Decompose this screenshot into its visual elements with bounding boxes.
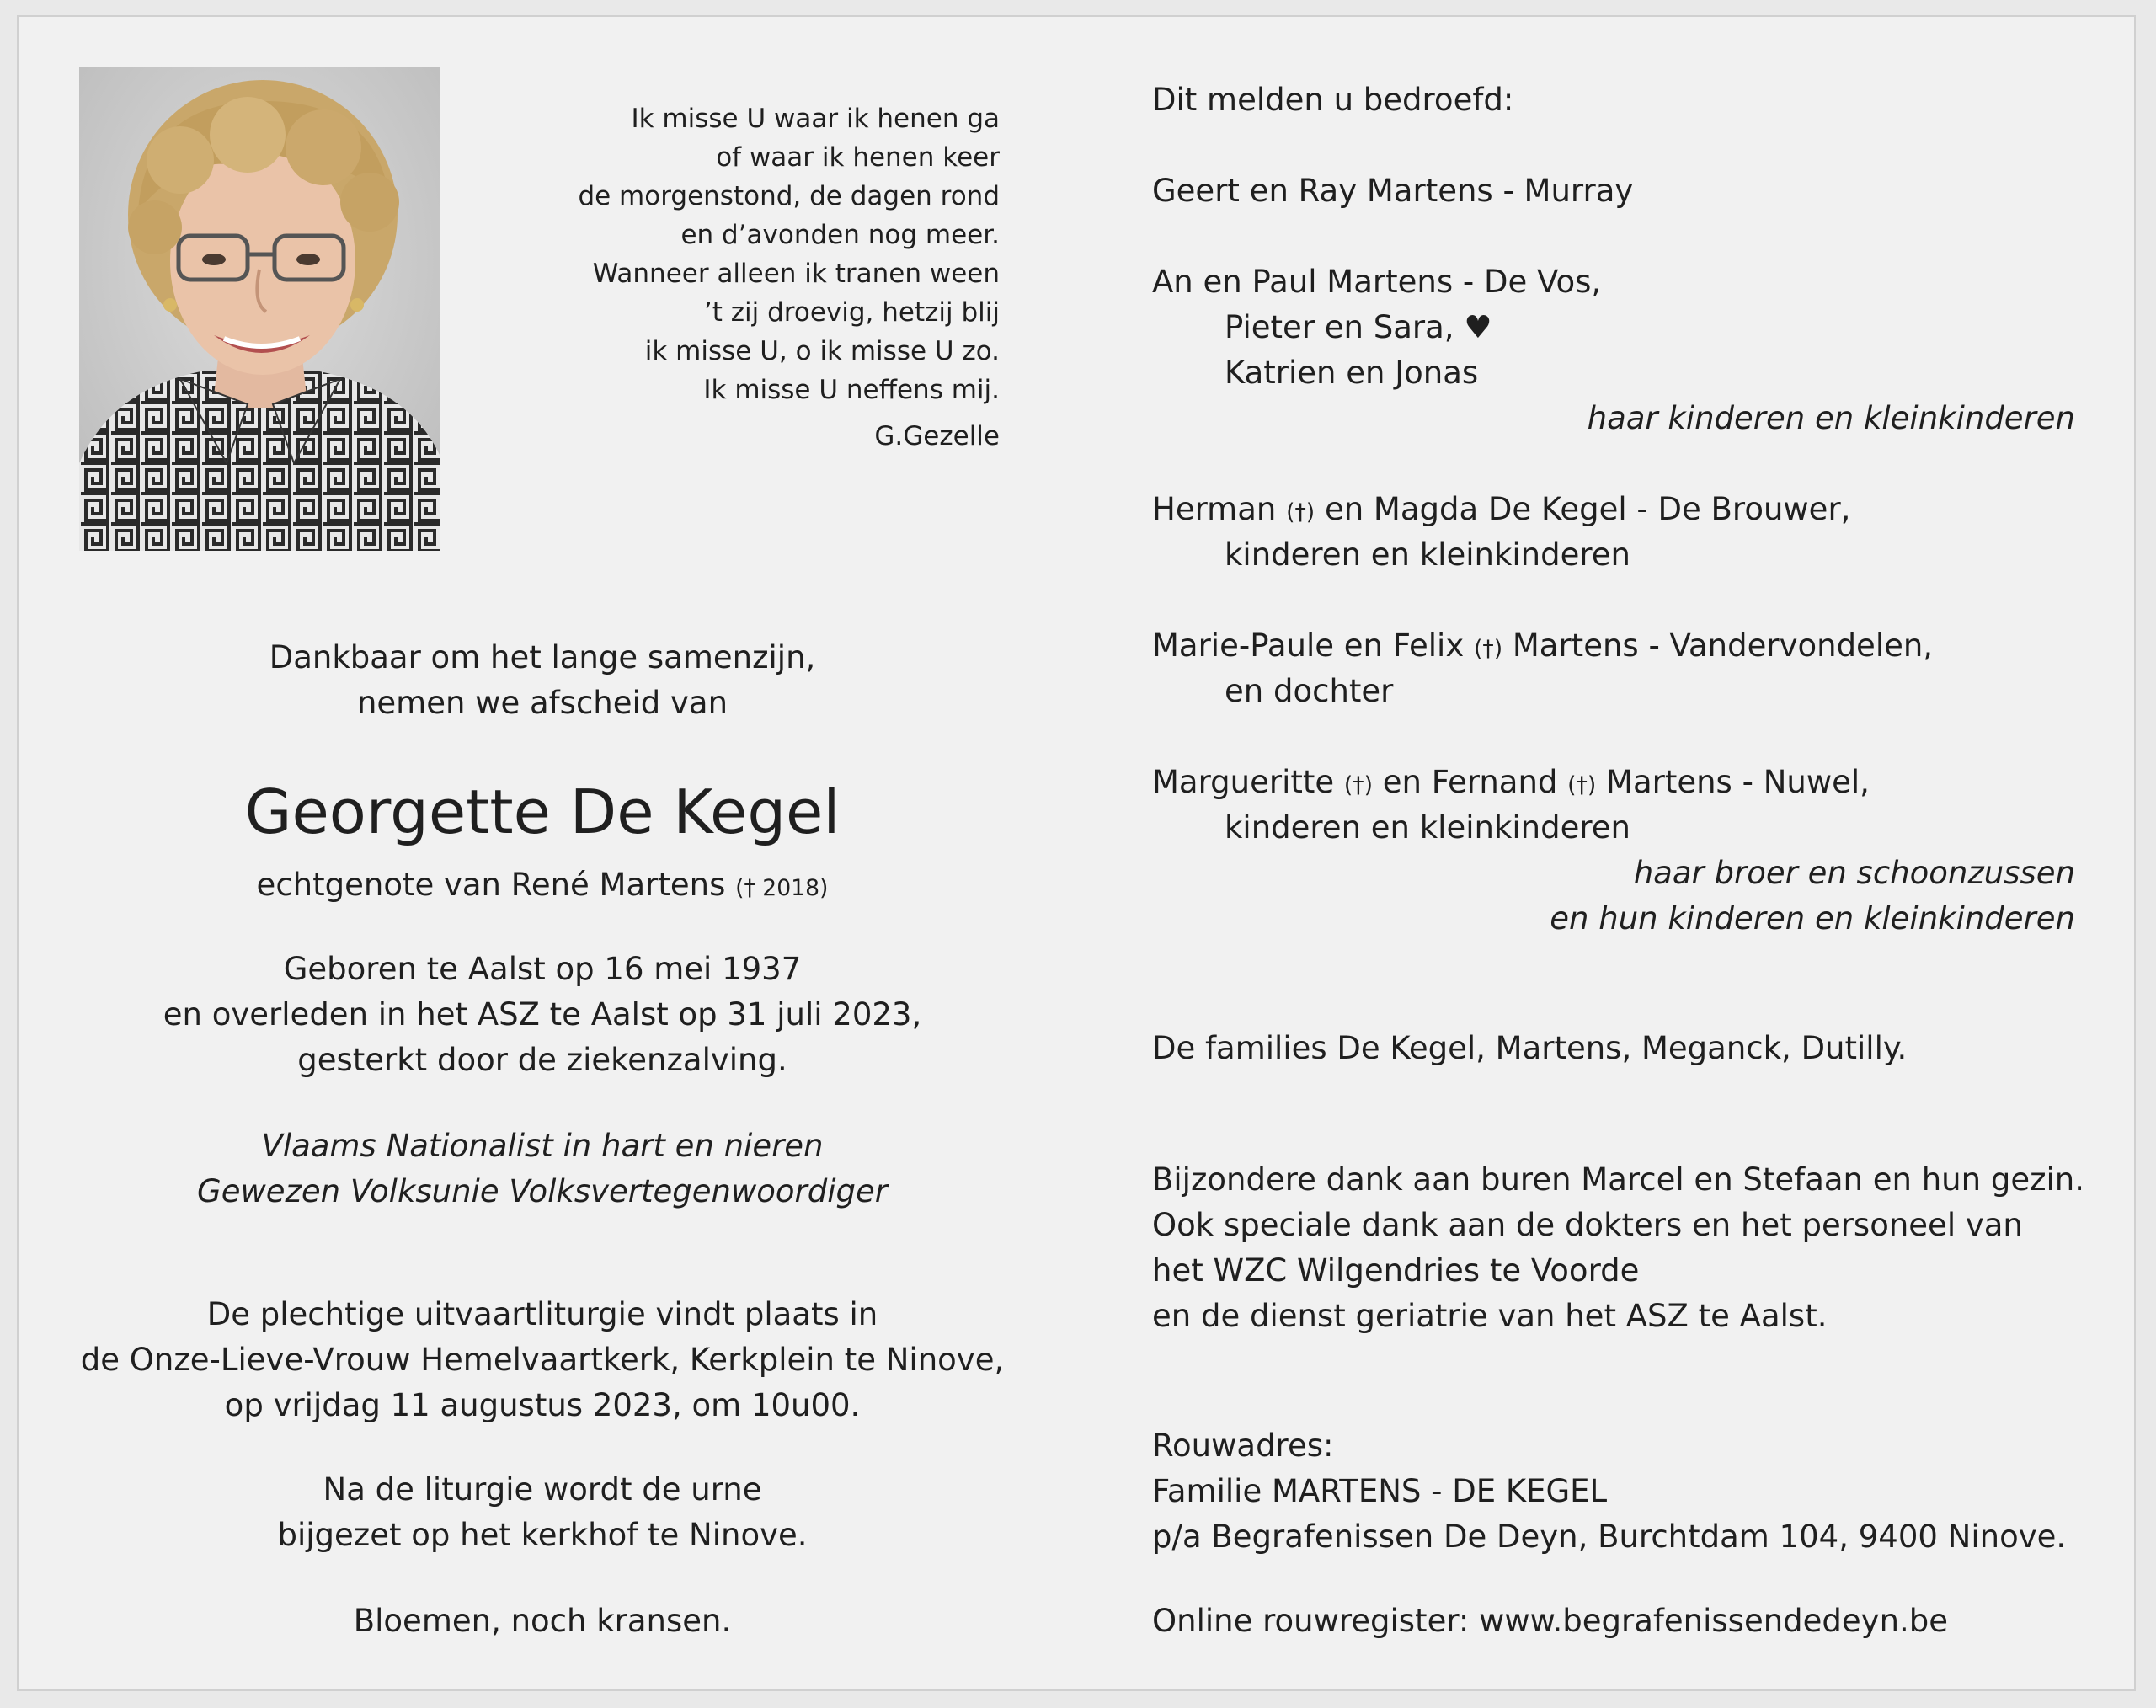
dagger-mark: (†) <box>1567 772 1597 798</box>
family-line: Pieter en Sara, ♥ <box>1225 309 1492 345</box>
family-role: haar kinderen en kleinkinderen <box>1587 400 2075 436</box>
family-name: en Fernand <box>1382 764 1558 800</box>
address-line: Familie MARTENS - DE KEGEL <box>1152 1473 1608 1509</box>
online-register: Online rouwregister: www.begrafenissendedeyn.be <box>1152 1603 1949 1639</box>
poem-line: ik misse U, o ik misse U zo. <box>644 336 1000 366</box>
address-line: p/a Begrafenissen De Deyn, Burchtdam 104, 9400 Ninove. <box>1152 1519 2067 1555</box>
spouse-line <box>256 867 829 903</box>
life-line: Geboren te Aalst op 16 mei 1937 <box>283 951 802 987</box>
flowers-note: Bloemen, noch kransen. <box>353 1603 732 1639</box>
burial-line: bijgezet op het kerkhof te Ninove. <box>277 1517 808 1553</box>
family-name: Martens - Nuwel, <box>1606 764 1870 800</box>
ceremony-line: de Onze-Lieve-Vrouw Hemelvaartkerk, Kerkplein te Ninove, <box>80 1342 1005 1378</box>
family-role: haar broer en schoonzussen <box>1633 855 2075 891</box>
intro-line: Dankbaar om het lange samenzijn, <box>269 639 816 675</box>
title-line: Gewezen Volksunie Volksvertegenwoordiger <box>197 1173 888 1209</box>
family-line: An en Paul Martens - De Vos, <box>1152 264 1602 300</box>
family-line: Geert en Ray Martens - Murray <box>1152 173 1634 209</box>
family-name: Herman <box>1152 491 1277 527</box>
family-name: Marie-Paule en Felix <box>1152 627 1465 664</box>
life-line: en overleden in het ASZ te Aalst op 31 juli 2023, <box>163 996 922 1033</box>
burial-line: Na de liturgie wordt de urne <box>323 1471 762 1508</box>
poem-line: ’t zij droevig, hetzij blij <box>703 297 1000 328</box>
family-line: Katrien en Jonas <box>1225 355 1479 391</box>
poem-line: Ik misse U waar ik henen ga <box>631 104 1000 134</box>
spouse-death: († 2018) <box>735 875 829 901</box>
thanks-line: het WZC Wilgendries te Voorde <box>1152 1252 1640 1289</box>
family-line: en dochter <box>1225 673 1394 709</box>
family-role: en hun kinderen en kleinkinderen <box>1550 900 2075 937</box>
poem-author: G.Gezelle <box>874 421 1000 451</box>
family-name: Margueritte <box>1152 764 1335 800</box>
dagger-mark: (†) <box>1286 499 1315 526</box>
poem-line: Ik misse U neffens mij. <box>703 375 1000 405</box>
family-line <box>1152 766 1870 798</box>
deceased-name: Georgette De Kegel <box>244 777 841 847</box>
announce-header: Dit melden u bedroefd: <box>1152 82 1514 118</box>
portrait-photo <box>79 67 440 551</box>
dagger-mark: (†) <box>1474 636 1503 662</box>
thanks-line: Ook speciale dank aan de dokters en het personeel van <box>1152 1207 2023 1243</box>
family-line: kinderen en kleinkinderen <box>1225 536 1630 573</box>
ceremony-line: De plechtige uitvaartliturgie vindt plaats in <box>206 1296 878 1332</box>
poem-line: Wanneer alleen ik tranen ween <box>592 259 1000 289</box>
poem-line: de morgenstond, de dagen rond <box>578 181 1000 211</box>
family-name: en Magda De Kegel - De Brouwer, <box>1324 491 1851 527</box>
family-line <box>1152 491 1851 527</box>
poem-line: en d’avonden nog meer. <box>680 220 1000 250</box>
spouse-text: echtgenote van René Martens <box>256 867 726 903</box>
intro-line: nemen we afscheid van <box>356 685 728 721</box>
dagger-mark: (†) <box>1343 772 1373 798</box>
title-line: Vlaams Nationalist in hart en nieren <box>261 1128 824 1164</box>
family-name: Martens - Vandervondelen, <box>1512 627 1934 664</box>
address-label: Rouwadres: <box>1152 1428 1334 1464</box>
thanks-line: en de dienst geriatrie van het ASZ te Aalst. <box>1152 1298 1828 1334</box>
poem-line: of waar ik henen keer <box>716 142 1000 173</box>
memorial-card <box>17 15 2136 1691</box>
family-line: kinderen en kleinkinderen <box>1225 809 1630 846</box>
family-line <box>1152 627 1934 664</box>
poem <box>578 99 1000 451</box>
ceremony-line: op vrijdag 11 augustus 2023, om 10u00. <box>224 1387 861 1423</box>
families-line: De families De Kegel, Martens, Meganck, Dutilly. <box>1152 1030 1908 1066</box>
life-line: gesterkt door de ziekenzalving. <box>297 1042 787 1078</box>
thanks-line: Bijzondere dank aan buren Marcel en Stefaan en hun gezin. <box>1152 1161 2085 1198</box>
